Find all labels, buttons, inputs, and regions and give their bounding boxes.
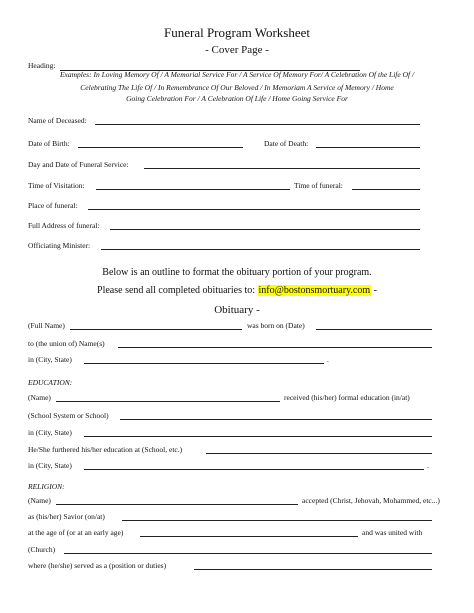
united-with-label: and was united with [362, 528, 423, 537]
page-title: Funeral Program Worksheet [163, 25, 310, 40]
further-city-period: . [427, 461, 429, 470]
further-city-label: in (City, State) [28, 461, 72, 470]
birth-city-period: . [327, 355, 329, 364]
day-and-date-field[interactable] [144, 168, 420, 169]
officiating-minister-field[interactable] [101, 249, 420, 250]
born-on-field[interactable] [316, 329, 432, 330]
school-city-field[interactable] [84, 436, 432, 437]
send-obituaries-suffix: - [371, 285, 377, 296]
accepted-label: accepted (Christ, Jehovah, Mohammed, etc...) [302, 496, 440, 505]
union-of-field[interactable] [118, 347, 432, 348]
further-city-field[interactable] [84, 469, 424, 470]
birth-city-label: in (City, State) [28, 355, 72, 364]
time-of-visitation-field[interactable] [96, 189, 290, 190]
furthered-education-field[interactable] [206, 453, 432, 454]
full-name-field[interactable] [70, 329, 242, 330]
served-as-label: where (he/she) served as a (position or duties) [28, 561, 167, 570]
send-obituaries-text: Please send all completed obituaries to: [97, 285, 256, 296]
full-address-field[interactable] [110, 229, 420, 230]
full-name-label: (Full Name) [28, 321, 65, 330]
church-label: (Church) [28, 545, 56, 554]
union-of-label: to (the union of) Name(s) [28, 339, 105, 348]
religion-name-label: (Name) [28, 496, 51, 505]
church-field[interactable] [64, 553, 432, 554]
heading-examples-line1: Examples: In Loving Memory Of / A Memorial Service For / A Service Of Memory For/ A Celebration Of the Life Of / [59, 70, 415, 79]
savior-label: as (his/her) Savior (on/at) [28, 512, 105, 521]
email-link[interactable]: info@bostonsmortuary.com [258, 285, 371, 296]
date-of-death-label: Date of Death: [264, 139, 309, 148]
full-address-label: Full Address of funeral: [28, 221, 100, 230]
formal-education-label: received (his/her) formal education (in/at) [284, 393, 410, 402]
education-name-label: (Name) [28, 393, 51, 402]
education-section-label: EDUCATION: [28, 378, 73, 387]
outline-instructions: Below is an outline to format the obituary portion of your program. [102, 267, 372, 278]
date-of-birth-field[interactable] [78, 147, 243, 148]
born-on-label: was born on (Date) [247, 321, 305, 330]
school-system-field[interactable] [120, 419, 432, 420]
school-system-label: (School System or School) [28, 411, 109, 420]
birth-city-field[interactable] [84, 363, 324, 364]
age-field[interactable] [140, 536, 358, 537]
furthered-education-label: He/She furthered his/her education at (School, etc.) [28, 445, 183, 454]
religion-name-field[interactable] [56, 504, 298, 505]
school-city-label: in (City, State) [28, 428, 72, 437]
time-of-funeral-label: Time of funeral: [294, 181, 343, 190]
place-of-funeral-label: Place of funeral: [28, 201, 78, 210]
day-and-date-label: Day and Date of Funeral Service: [28, 160, 129, 169]
place-of-funeral-field[interactable] [88, 209, 420, 210]
served-as-field[interactable] [194, 569, 432, 570]
heading-examples-line3: Going Celebration For / A Celebration Of Life / Home Going Service For [126, 94, 348, 103]
savior-field[interactable] [122, 520, 432, 521]
religion-section-label: RELIGION: [28, 482, 65, 491]
heading-label: Heading: [28, 61, 56, 70]
officiating-minister-label: Officiating Minister: [28, 241, 91, 250]
date-of-birth-label: Date of Birth: [28, 139, 70, 148]
page-subtitle: - Cover Page - [205, 44, 269, 56]
date-of-death-field[interactable] [316, 147, 420, 148]
name-of-deceased-field[interactable] [95, 124, 420, 125]
obituary-title: Obituary - [214, 304, 260, 316]
time-of-visitation-label: Time of Visitation: [28, 181, 85, 190]
heading-examples-line2: Celebrating The Life Of / In Remembrance Of Our Beloved / In Memoriam A Service of Memory / Home [80, 83, 394, 92]
time-of-funeral-field[interactable] [352, 189, 420, 190]
education-name-field[interactable] [56, 401, 280, 402]
name-of-deceased-label: Name of Deceased: [28, 116, 87, 125]
age-label: at the age of (or at an early age) [28, 528, 124, 537]
send-obituaries-line [0, 286, 474, 296]
